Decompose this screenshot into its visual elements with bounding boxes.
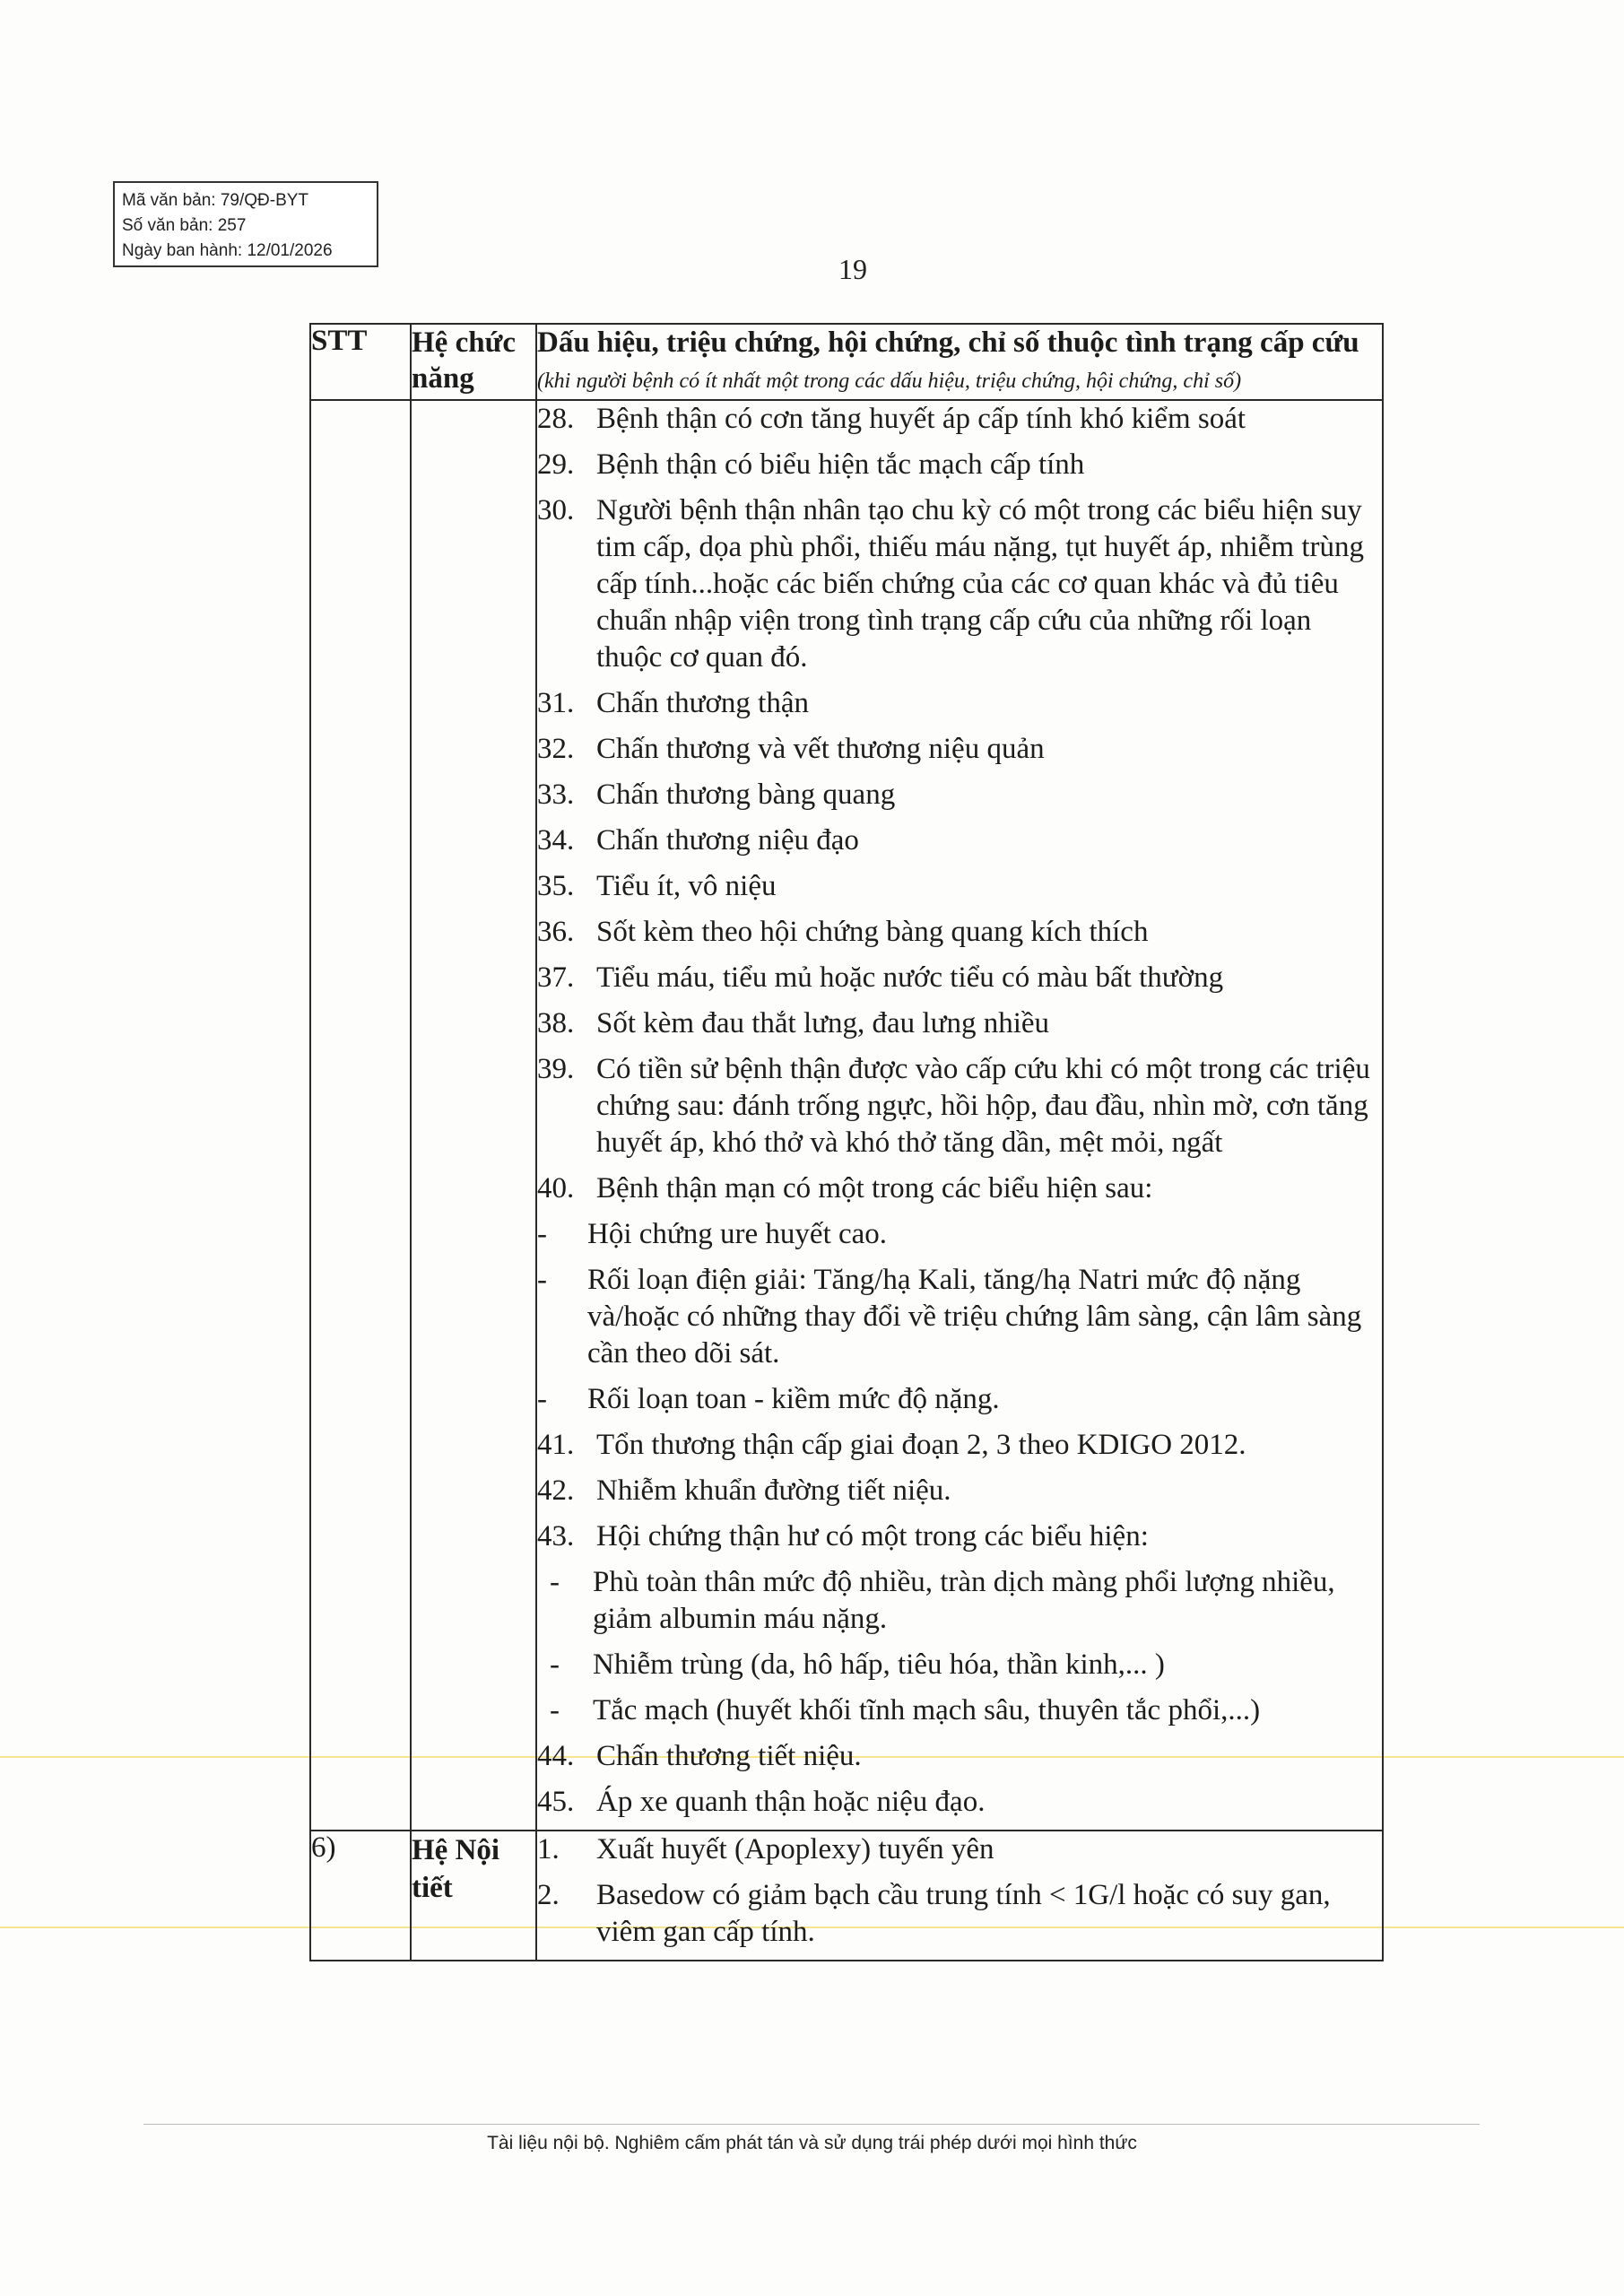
section6-stt: 6) — [310, 1831, 411, 1961]
emergency-criteria-table — [309, 323, 1384, 1961]
table-row — [310, 400, 1383, 1831]
item-number: 29. — [537, 448, 575, 481]
bullet-item — [537, 1381, 1382, 1418]
header-main-note: (khi người bệnh có ít nhất một trong các dấu hiệu, triệu chứng, hội chứng, chỉ số) — [537, 370, 1242, 393]
stt-cell — [310, 400, 411, 1831]
item-text: Bệnh thận mạn có một trong các biểu hiện sau: — [596, 1172, 1153, 1205]
item-number: 28. — [537, 403, 575, 435]
item-number: 38. — [537, 1007, 575, 1039]
item-number: 39. — [537, 1053, 575, 1085]
list-item — [537, 868, 1382, 905]
item-text: Tiểu máu, tiểu mủ hoặc nước tiểu có màu bất thường — [596, 961, 1224, 994]
item-number: 33. — [537, 778, 575, 811]
header-main-title: Dấu hiệu, triệu chứng, hội chứng, chỉ số thuộc tình trạng cấp cứu — [537, 326, 1359, 359]
item-number: 2. — [537, 1879, 560, 1911]
footer-notice: Tài liệu nội bộ. Nghiêm cấm phát tán và sử dụng trái phép dưới mọi hình thức — [487, 2133, 1137, 2153]
item-number: 45. — [537, 1786, 575, 1818]
item-text: Chấn thương và vết thương niệu quản — [596, 733, 1045, 765]
header-main — [536, 324, 1383, 400]
item-text: Tiểu ít, vô niệu — [596, 870, 777, 902]
bullet-mark: - — [550, 1648, 560, 1681]
list-item — [537, 1427, 1382, 1464]
footer-divider — [143, 2124, 1480, 2125]
list-item — [537, 447, 1382, 483]
document-stamp — [113, 181, 378, 267]
item-number: 43. — [537, 1520, 575, 1552]
item-number: 40. — [537, 1172, 575, 1205]
section6-criteria — [536, 1831, 1383, 1961]
item-number: 44. — [537, 1740, 575, 1772]
bullet-text: Nhiễm trùng (da, hô hấp, tiêu hóa, thần kinh,... ) — [593, 1648, 1165, 1681]
stamp-ma-van-ban: Mã văn bản: 79/QĐ-BYT — [122, 191, 309, 210]
bullet-mark: - — [537, 1383, 547, 1415]
table-row-section-6 — [310, 1831, 1383, 1961]
item-number: 42. — [537, 1474, 575, 1507]
list-item — [537, 1005, 1382, 1042]
item-number: 1. — [537, 1833, 560, 1866]
item-number: 36. — [537, 916, 575, 948]
item-text: Bệnh thận có biểu hiện tắc mạch cấp tính — [596, 448, 1085, 481]
item-number: 32. — [537, 733, 575, 765]
bullet-text: Hội chứng ure huyết cao. — [587, 1218, 888, 1250]
bullet-text: Phù toàn thân mức độ nhiều, tràn dịch màng phổi lượng nhiều, giảm albumin máu nặng. — [593, 1566, 1335, 1635]
item-text: Có tiền sử bệnh thận được vào cấp cứu khi có một trong các triệu chứng sau: đánh trống ngực, hồi hộp, đau đầu, nhìn mờ, cơn tăng huyết áp, khó thở và khó thở tăng dần, mệt mỏi, ngất — [596, 1053, 1370, 1159]
stamp-so-van-ban: Số văn bản: 257 — [122, 216, 247, 235]
bullet-item — [537, 1564, 1382, 1638]
bullet-item — [537, 1692, 1382, 1729]
item-number: 30. — [537, 494, 575, 526]
item-text: Sốt kèm theo hội chứng bàng quang kích thích — [596, 916, 1149, 948]
bullet-item — [537, 1262, 1382, 1372]
item-number: 41. — [537, 1429, 575, 1461]
section6-he: Hệ Nội tiết — [411, 1831, 536, 1961]
item-text: Xuất huyết (Apoplexy) tuyến yên — [596, 1833, 994, 1866]
list-item — [537, 1831, 1382, 1868]
item-text: Nhiễm khuẩn đường tiết niệu. — [596, 1474, 951, 1507]
table-header-row — [310, 324, 1383, 400]
list-item — [537, 1473, 1382, 1509]
bullet-mark: - — [537, 1218, 547, 1250]
list-item — [537, 1738, 1382, 1775]
item-text: Basedow có giảm bạch cầu trung tính < 1G/l hoặc có suy gan, viêm gan cấp tính. — [596, 1879, 1331, 1948]
bullet-text: Rối loạn toan - kiềm mức độ nặng. — [587, 1383, 1000, 1415]
list-item — [537, 401, 1382, 438]
item-text: Bệnh thận có cơn tăng huyết áp cấp tính khó kiểm soát — [596, 403, 1246, 435]
item-text: Áp xe quanh thận hoặc niệu đạo. — [596, 1786, 986, 1818]
stamp-ngay-ban-hanh: Ngày ban hành: 12/01/2026 — [122, 241, 333, 260]
bullet-item — [537, 1647, 1382, 1683]
bullet-mark: - — [550, 1694, 560, 1726]
page-number: 19 — [838, 253, 867, 285]
list-item — [537, 731, 1382, 768]
header-stt: STT — [310, 324, 411, 400]
item-number: 34. — [537, 824, 575, 857]
item-text: Sốt kèm đau thắt lưng, đau lưng nhiều — [596, 1007, 1050, 1039]
item-number: 35. — [537, 870, 575, 902]
item-number: 37. — [537, 961, 575, 994]
list-item — [537, 1518, 1382, 1555]
list-item — [537, 685, 1382, 722]
list-item — [537, 1170, 1382, 1207]
list-item — [537, 960, 1382, 996]
list-item — [537, 777, 1382, 813]
bullet-item — [537, 1216, 1382, 1253]
list-item — [537, 914, 1382, 951]
bullet-text: Rối loạn điện giải: Tăng/hạ Kali, tăng/hạ Natri mức độ nặng và/hoặc có những thay đổi về triệu chứng lâm sàng, cận lâm sàng cần theo dõi sát. — [587, 1264, 1362, 1370]
item-text: Chấn thương tiết niệu. — [596, 1740, 862, 1772]
item-number: 31. — [537, 687, 575, 719]
item-text: Chấn thương niệu đạo — [596, 824, 859, 857]
item-text: Người bệnh thận nhân tạo chu kỳ có một trong các biểu hiện suy tim cấp, dọa phù phổi, thiếu máu nặng, tụt huyết áp, nhiễm trùng cấp tính...hoặc các biến chứng của các cơ quan khác và đủ tiêu chuẩn nhập viện trong tình trạng cấp cứu của những rối loạn thuộc cơ quan đó. — [596, 494, 1365, 674]
item-text: Tổn thương thận cấp giai đoạn 2, 3 theo KDIGO 2012. — [596, 1429, 1246, 1461]
list-item — [537, 822, 1382, 859]
list-item — [537, 1877, 1382, 1951]
list-item — [537, 1051, 1382, 1161]
item-text: Chấn thương bàng quang — [596, 778, 896, 811]
item-text: Hội chứng thận hư có một trong các biểu hiện: — [596, 1520, 1149, 1552]
he-cell — [411, 400, 536, 1831]
list-item — [537, 492, 1382, 676]
list-item — [537, 1784, 1382, 1821]
bullet-mark: - — [537, 1264, 547, 1296]
bullet-mark: - — [550, 1566, 560, 1598]
header-he-chuc-nang: Hệ chức năng — [411, 324, 536, 400]
item-text: Chấn thương thận — [596, 687, 809, 719]
criteria-cell — [536, 400, 1383, 1831]
bullet-text: Tắc mạch (huyết khối tĩnh mạch sâu, thuyên tắc phổi,...) — [593, 1694, 1261, 1726]
